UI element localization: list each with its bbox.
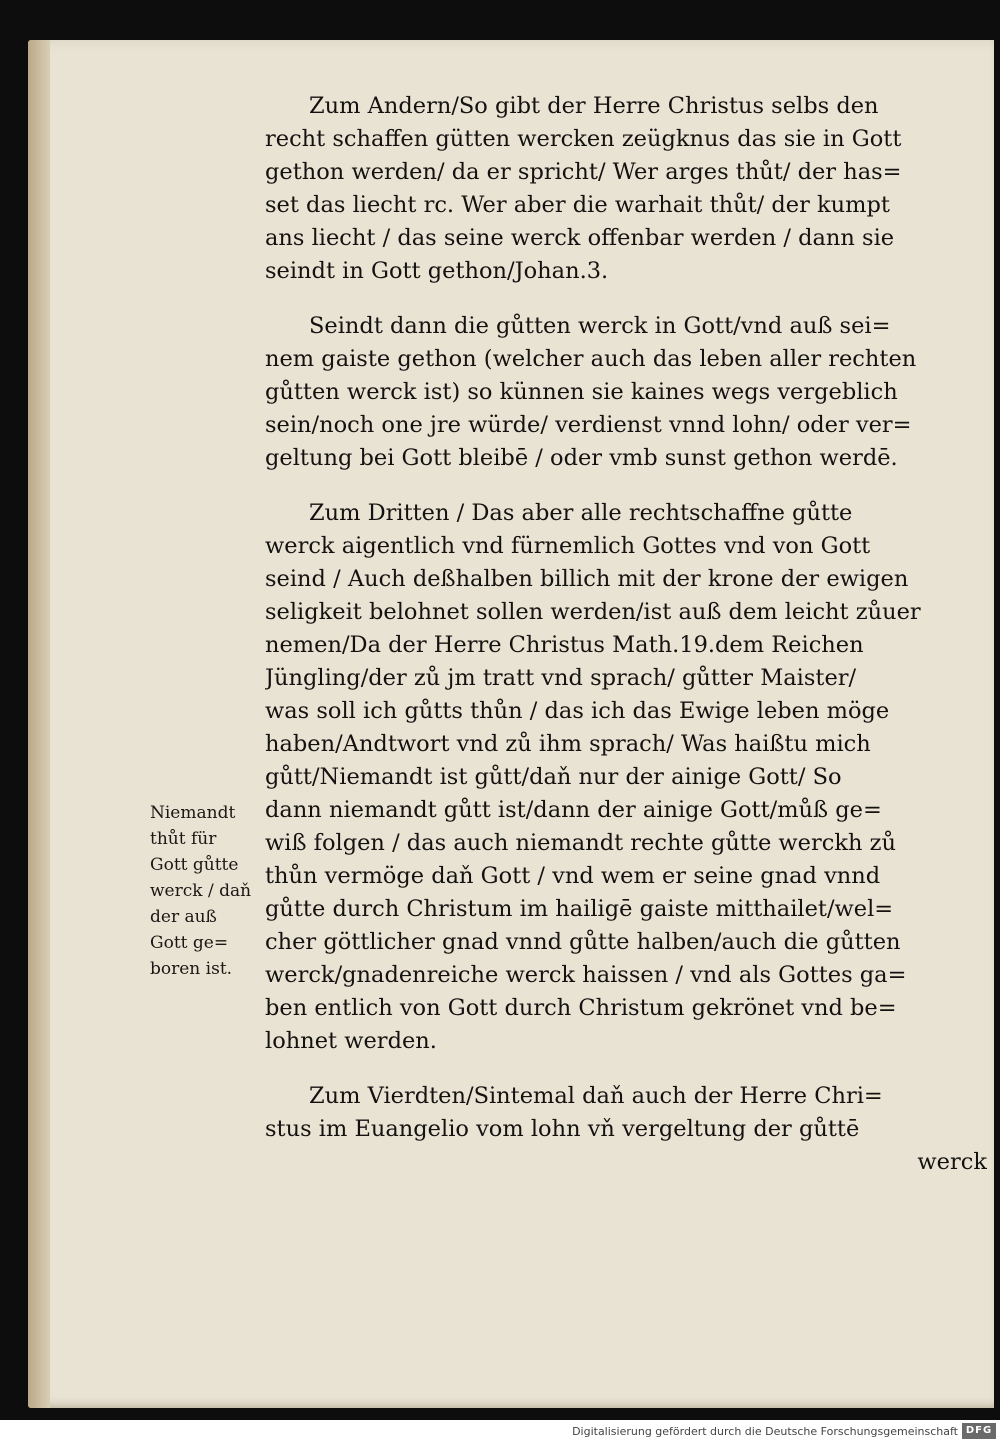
margin-line: der auß [150, 907, 217, 927]
text-line: recht schaffen gütten wercken zeügknus das sie in Gott [265, 126, 902, 152]
text-line: nemen/Da der Herre Christus Math.19.dem Reichen [265, 632, 864, 658]
text-line: geltung bei Gott bleibē / oder vmb sunst gethon werdē. [265, 445, 898, 471]
marginal-note [150, 800, 265, 982]
text-line: seindt in Gott gethon/Johan.3. [265, 258, 609, 284]
text-line: cher göttlicher gnad vnnd gůtte halben/auch die gůtten [265, 929, 901, 955]
paragraph-3 [265, 497, 987, 1058]
text-line: stus im Euangelio vom lohn vň vergeltung der gůttē [265, 1116, 860, 1142]
text-line: Zum Dritten / Das aber alle rechtschaffne gůtte [309, 500, 853, 526]
margin-line: Gott gůtte [150, 855, 239, 875]
text-line: werck/gnadenreiche werck haissen / vnd als Gottes ga= [265, 962, 907, 988]
text-line: lohnet werden. [265, 1028, 437, 1054]
text-line: sein/noch one jre würde/ verdienst vnnd lohn/ oder ver= [265, 412, 912, 438]
text-line: Zum Vierdten/Sintemal daň auch der Herre Chri= [309, 1083, 883, 1109]
margin-line: werck / daň [150, 881, 252, 901]
text-line: ben entlich von Gott durch Christum gekrönet vnd be= [265, 995, 897, 1021]
text-line: set das liecht rc. Wer aber die warhait thůt/ der kumpt [265, 192, 890, 218]
dfg-logo-icon: DFG [962, 1423, 996, 1439]
catchword: werck [917, 1149, 987, 1175]
paragraph-2 [265, 310, 987, 475]
text-line: seind / Auch deßhalben billich mit der krone der ewigen [265, 566, 909, 592]
page-binding-edge [28, 40, 50, 1408]
text-line: gethon werden/ da er spricht/ Wer arges thůt/ der has= [265, 159, 902, 185]
text-line: gůtten werck ist) so künnen sie kaines wegs vergeblich [265, 379, 898, 405]
text-line: ans liecht / das seine werck offenbar werden / dann sie [265, 225, 895, 251]
paragraph-4 [265, 1080, 987, 1179]
text-line: nem gaiste gethon (welcher auch das leben aller rechten [265, 346, 917, 372]
main-text-block [265, 90, 987, 1201]
text-line: dann niemandt gůtt ist/dann der ainige Gott/můß ge= [265, 797, 882, 823]
margin-line: Gott ge= [150, 933, 229, 953]
text-line: seligkeit belohnet sollen werden/ist auß dem leicht zůuer [265, 599, 921, 625]
text-line: werck aigentlich vnd fürnemlich Gottes vnd von Gott [265, 533, 871, 559]
text-line: gůtte durch Christum im hailigē gaiste mitthailet/wel= [265, 896, 894, 922]
text-line: Seindt dann die gůtten werck in Gott/vnd auß sei= [309, 313, 891, 339]
text-line: thůn vermöge daň Gott / vnd wem er seine gnad vnnd [265, 863, 881, 889]
text-line: haben/Andtwort vnd zů ihm sprach/ Was haißtu mich [265, 731, 871, 757]
text-line: Zum Andern/So gibt der Herre Christus selbs den [309, 93, 879, 119]
margin-line: boren ist. [150, 959, 233, 979]
paragraph-1 [265, 90, 987, 288]
text-line: gůtt/Niemandt ist gůtt/daň nur der ainige Gott/ So [265, 764, 842, 790]
text-line: was soll ich gůtts thůn / das ich das Ewige leben möge [265, 698, 890, 724]
text-line: Jüngling/der zů jm tratt vnd sprach/ gůtter Maister/ [265, 665, 857, 691]
text-line: wiß folgen / das auch niemandt rechte gůtte werckh zů [265, 830, 896, 856]
funding-credit: Digitalisierung gefördert durch die Deutsche Forschungsgemeinschaft [572, 1425, 958, 1438]
margin-line: Niemandt [150, 803, 236, 823]
margin-line: thůt für [150, 829, 217, 849]
digitization-footer [0, 1420, 1000, 1443]
